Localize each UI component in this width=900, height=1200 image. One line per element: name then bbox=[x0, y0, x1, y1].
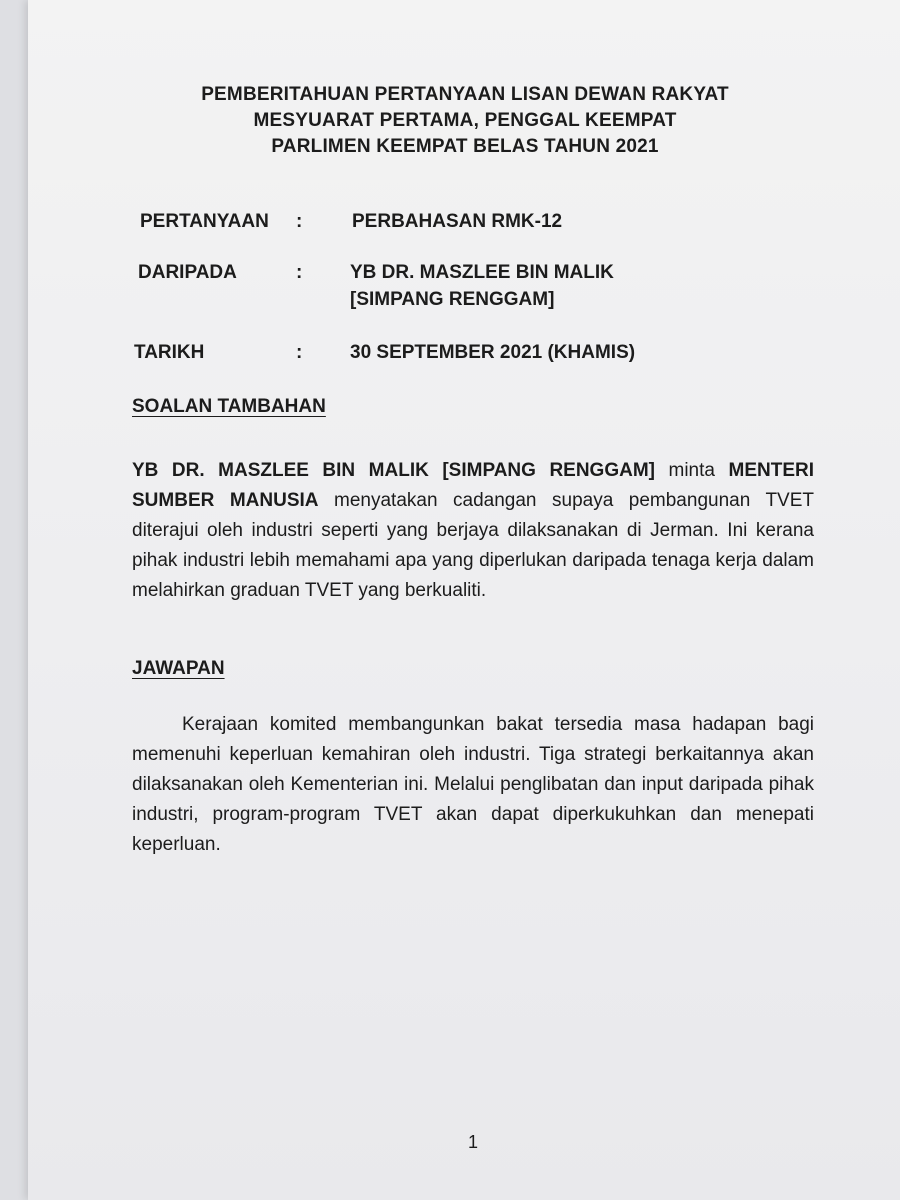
document-page bbox=[28, 0, 900, 1200]
soalan-minister: MENTERI SUMBER MANUSIA bbox=[132, 460, 814, 511]
pertanyaan-colon: : bbox=[296, 211, 303, 232]
document-heading bbox=[0, 82, 900, 160]
heading-line-3: PARLIMEN KEEMPAT BELAS TAHUN 2021 bbox=[271, 136, 659, 157]
tarikh-colon: : bbox=[296, 342, 303, 363]
pertanyaan-value: PERBAHASAN RMK-12 bbox=[352, 211, 563, 232]
heading-line-2: MESYUARAT PERTAMA, PENGGAL KEEMPAT bbox=[253, 110, 677, 131]
jawapan-title: JAWAPAN bbox=[132, 658, 225, 679]
soalan-title: SOALAN TAMBAHAN bbox=[132, 396, 326, 417]
daripada-label: DARIPADA bbox=[138, 262, 237, 283]
soalan-paragraph bbox=[132, 456, 814, 606]
jawapan-paragraph bbox=[132, 710, 814, 860]
tarikh-label: TARIKH bbox=[134, 342, 205, 363]
soalan-asker: YB DR. MASZLEE BIN MALIK [SIMPANG RENGGAM] bbox=[132, 460, 655, 481]
daripada-value-line-1: YB DR. MASZLEE BIN MALIK bbox=[350, 262, 614, 283]
pertanyaan-label: PERTANYAAN bbox=[140, 211, 269, 232]
heading-line-1: PEMBERITAHUAN PERTANYAAN LISAN DEWAN RAKYAT bbox=[201, 84, 729, 105]
tarikh-value: 30 SEPTEMBER 2021 (KHAMIS) bbox=[350, 342, 636, 363]
soalan-minta: minta bbox=[655, 460, 729, 481]
page-number: 1 bbox=[468, 1132, 479, 1152]
jawapan-text: Kerajaan komited membangunkan bakat tersedia masa hadapan bagi memenuhi keperluan kemahiran oleh industri. Tiga strategi berkaitannya akan dilaksanakan oleh Kementerian ini. Melalui penglibatan dan input daripada pihak industri, program-program TVET akan dapat diperkukuhkan dan menepati keperluan. bbox=[132, 714, 814, 855]
daripada-value-line-2: [SIMPANG RENGGAM] bbox=[350, 289, 555, 310]
daripada-colon: : bbox=[296, 262, 303, 283]
soalan-text: menyatakan cadangan supaya pembangunan TVET diterajui oleh industri seperti yang berjaya dilaksanakan di Jerman. Ini kerana pihak industri lebih memahami apa yang diperlukan daripada tenaga kerja dalam melahirkan graduan TVET yang berkualiti. bbox=[132, 490, 814, 601]
